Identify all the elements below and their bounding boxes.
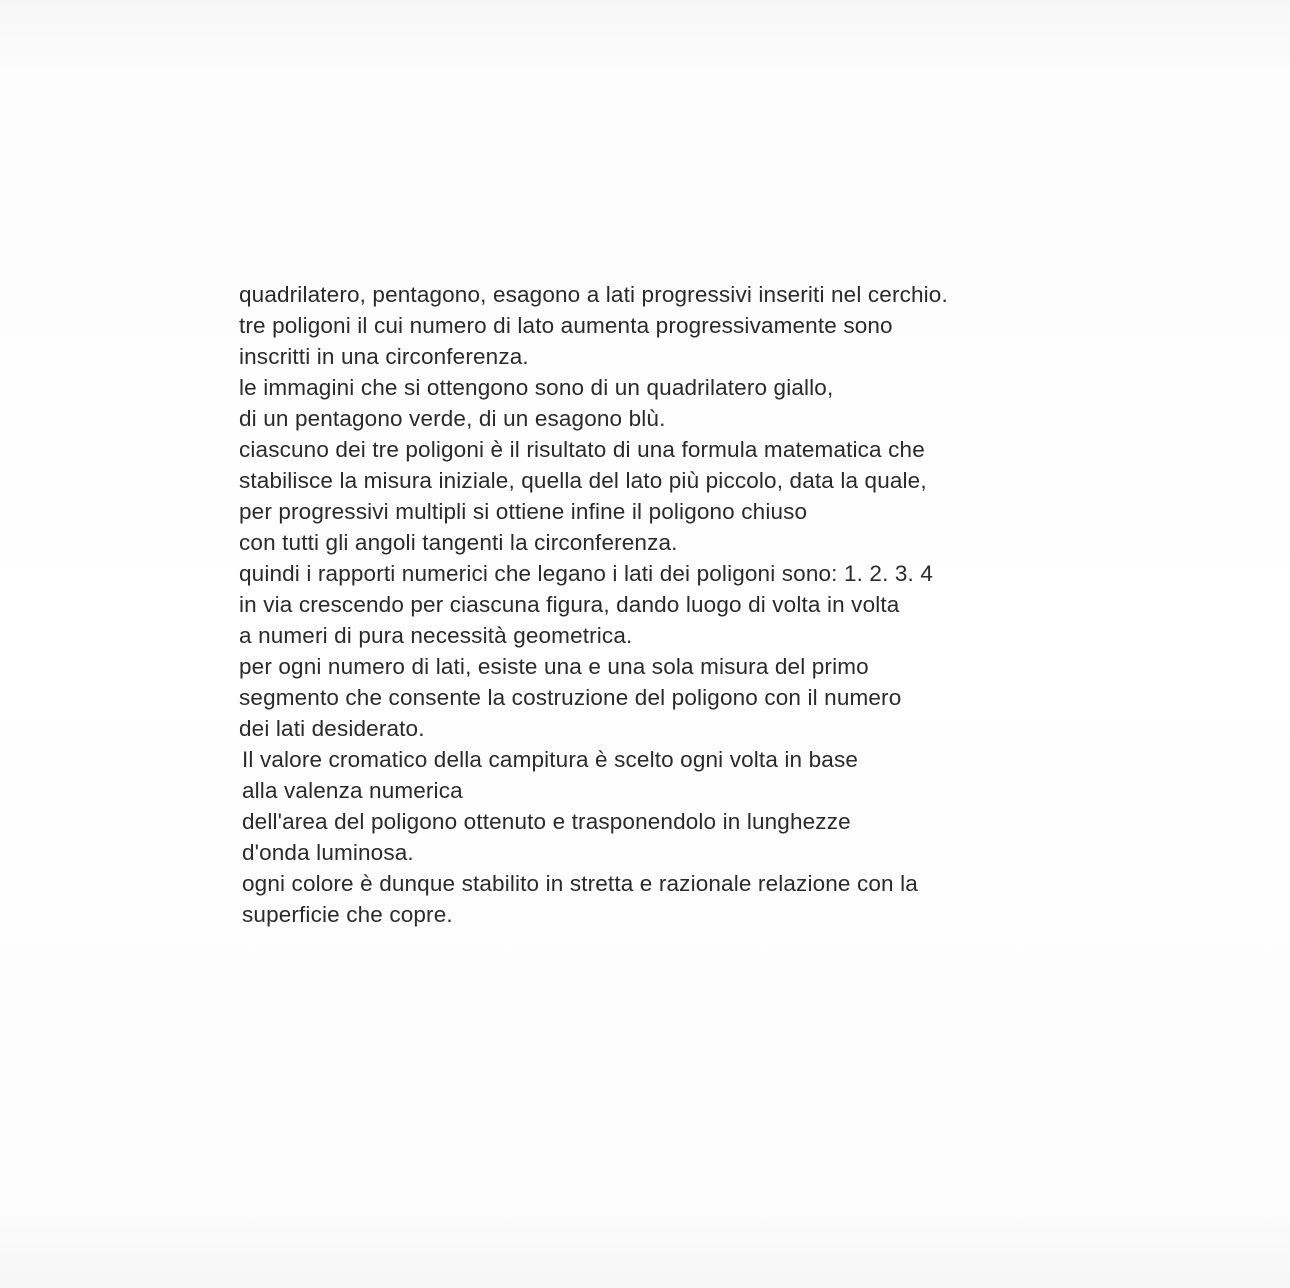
text-line: ogni colore è dunque stabilito in stretta e razionale relazione con la	[242, 871, 918, 896]
text-block	[239, 279, 1099, 930]
text-line: inscritti in una circonferenza.	[239, 344, 529, 369]
text-line: stabilisce la misura iniziale, quella del lato più piccolo, data la quale,	[239, 468, 927, 493]
text-line: dell'area del poligono ottenuto e trasponendolo in lunghezze	[242, 809, 851, 834]
text-line: in via crescendo per ciascuna figura, dando luogo di volta in volta	[239, 592, 900, 617]
text-line: quadrilatero, pentagono, esagono a lati progressivi inseriti nel cerchio.	[239, 282, 948, 307]
text-line: di un pentagono verde, di un esagono blù.	[239, 406, 666, 431]
text-line: Il valore cromatico della campitura è scelto ogni volta in base	[242, 747, 859, 772]
text-line: per progressivi multipli si ottiene infine il poligono chiuso	[239, 499, 808, 524]
text-line: superficie che copre.	[242, 902, 453, 927]
text-line: con tutti gli angoli tangenti la circonferenza.	[239, 530, 678, 555]
text-line: tre poligoni il cui numero di lato aumenta progressivamente sono	[239, 313, 893, 338]
text-line: a numeri di pura necessità geometrica.	[239, 623, 633, 648]
text-line: segmento che consente la costruzione del poligono con il numero	[239, 685, 902, 710]
text-line: le immagini che si ottengono sono di un quadrilatero giallo,	[239, 375, 834, 400]
text-line: d'onda luminosa.	[242, 840, 414, 865]
text-line: ciascuno dei tre poligoni è il risultato di una formula matematica che	[239, 437, 925, 462]
text-line: quindi i rapporti numerici che legano i lati dei poligoni sono: 1. 2. 3. 4	[239, 561, 934, 586]
text-line: per ogni numero di lati, esiste una e una sola misura del primo	[239, 654, 869, 679]
text-line: alla valenza numerica	[242, 778, 463, 803]
text-line: dei lati desiderato.	[239, 716, 425, 741]
